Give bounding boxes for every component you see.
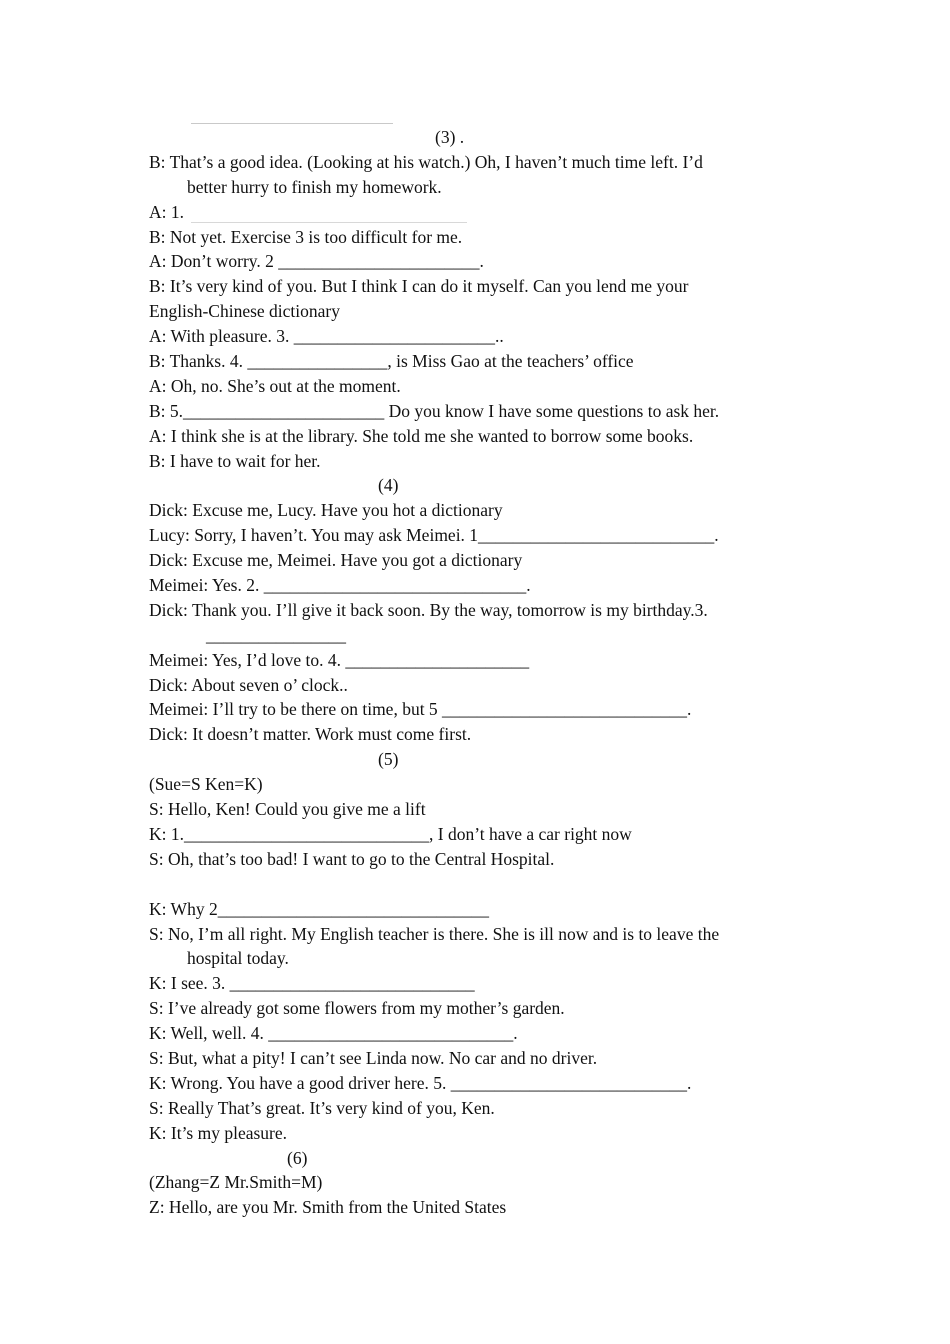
text-line: Meimei: Yes, I’d love to. 4. _____________________ [149,649,530,670]
text-line: K: I see. 3. ____________________________ [149,973,475,994]
text-line: S: Really That’s great. It’s very kind of you, Ken. [149,1097,495,1118]
text-line: (5) [378,749,399,770]
text-line: S: No, I’m all right. My English teacher is there. She is ill now and is to leave the [149,923,720,944]
text-line: B: It’s very kind of you. But I think I can do it myself. Can you lend me your [149,276,689,297]
text-line: K: Wrong. You have a good driver here. 5. ___________________________. [149,1072,692,1093]
text-line: (6) [287,1147,308,1168]
text-line: English-Chinese dictionary [149,301,341,322]
text-line: S: I’ve already got some flowers from my mother’s garden. [149,998,565,1019]
text-line: K: 1.____________________________, I don’t have a car right now [149,823,632,844]
dialogue-text [149,125,799,1220]
text-line: K: Why 2_______________________________ [149,898,489,919]
text-line: B: Not yet. Exercise 3 is too difficult for me. [149,226,463,247]
text-line: (Sue=S Ken=K) [149,774,263,795]
text-line: Z: Hello, are you Mr. Smith from the United States [149,1197,507,1218]
text-line: S: Hello, Ken! Could you give me a lift [149,799,426,820]
blank-line [149,872,799,897]
text-line: B: 5._______________________ Do you know I have some questions to ask her. [149,400,720,421]
text-line: A: With pleasure. 3. _______________________.. [149,326,504,347]
text-line: A: 1. [149,201,184,222]
text-line: Dick: Thank you. I’ll give it back soon. By the way, tomorrow is my birthday.3. [149,599,708,620]
text-line: B: I have to wait for her. [149,450,321,471]
text-line: Meimei: I’ll try to be there on time, but 5 ____________________________. [149,699,692,720]
text-line: (Zhang=Z Mr.Smith=M) [149,1172,323,1193]
text-line: A: Oh, no. She’s out at the moment. [149,375,401,396]
text-line: B: Thanks. 4. ________________, is Miss Gao at the teachers’ office [149,351,634,372]
text-line: K: Well, well. 4. ____________________________. [149,1023,518,1044]
text-line: S: But, what a pity! I can’t see Linda now. No car and no driver. [149,1047,598,1068]
text-line: (3) . [435,127,465,147]
text-line: hospital today. [187,948,289,969]
top-rule [191,123,393,124]
text-line: K: It’s my pleasure. [149,1122,288,1143]
text-line: A: I think she is at the library. She told me she wanted to borrow some books. [149,425,694,446]
text-line: Lucy: Sorry, I haven’t. You may ask Meimei. 1___________________________. [149,525,719,546]
text-line: B: That’s a good idea. (Looking at his watch.) Oh, I haven’t much time left. I’d [149,151,703,172]
text-line: better hurry to finish my homework. [187,176,442,197]
text-line: Dick: It doesn’t matter. Work must come first. [149,724,472,745]
text-line: Dick: Excuse me, Meimei. Have you got a dictionary [149,550,523,571]
text-line: Dick: Excuse me, Lucy. Have you hot a dictionary [149,500,503,521]
text-line: S: Oh, that’s too bad! I want to go to the Central Hospital. [149,848,555,869]
text-line: A: Don’t worry. 2 _______________________. [149,251,484,272]
text-line: (4) [378,475,399,496]
text-line: ________________ [206,624,346,645]
text-line: Dick: About seven o’ clock.. [149,674,348,695]
text-line: Meimei: Yes. 2. ______________________________. [149,575,531,596]
